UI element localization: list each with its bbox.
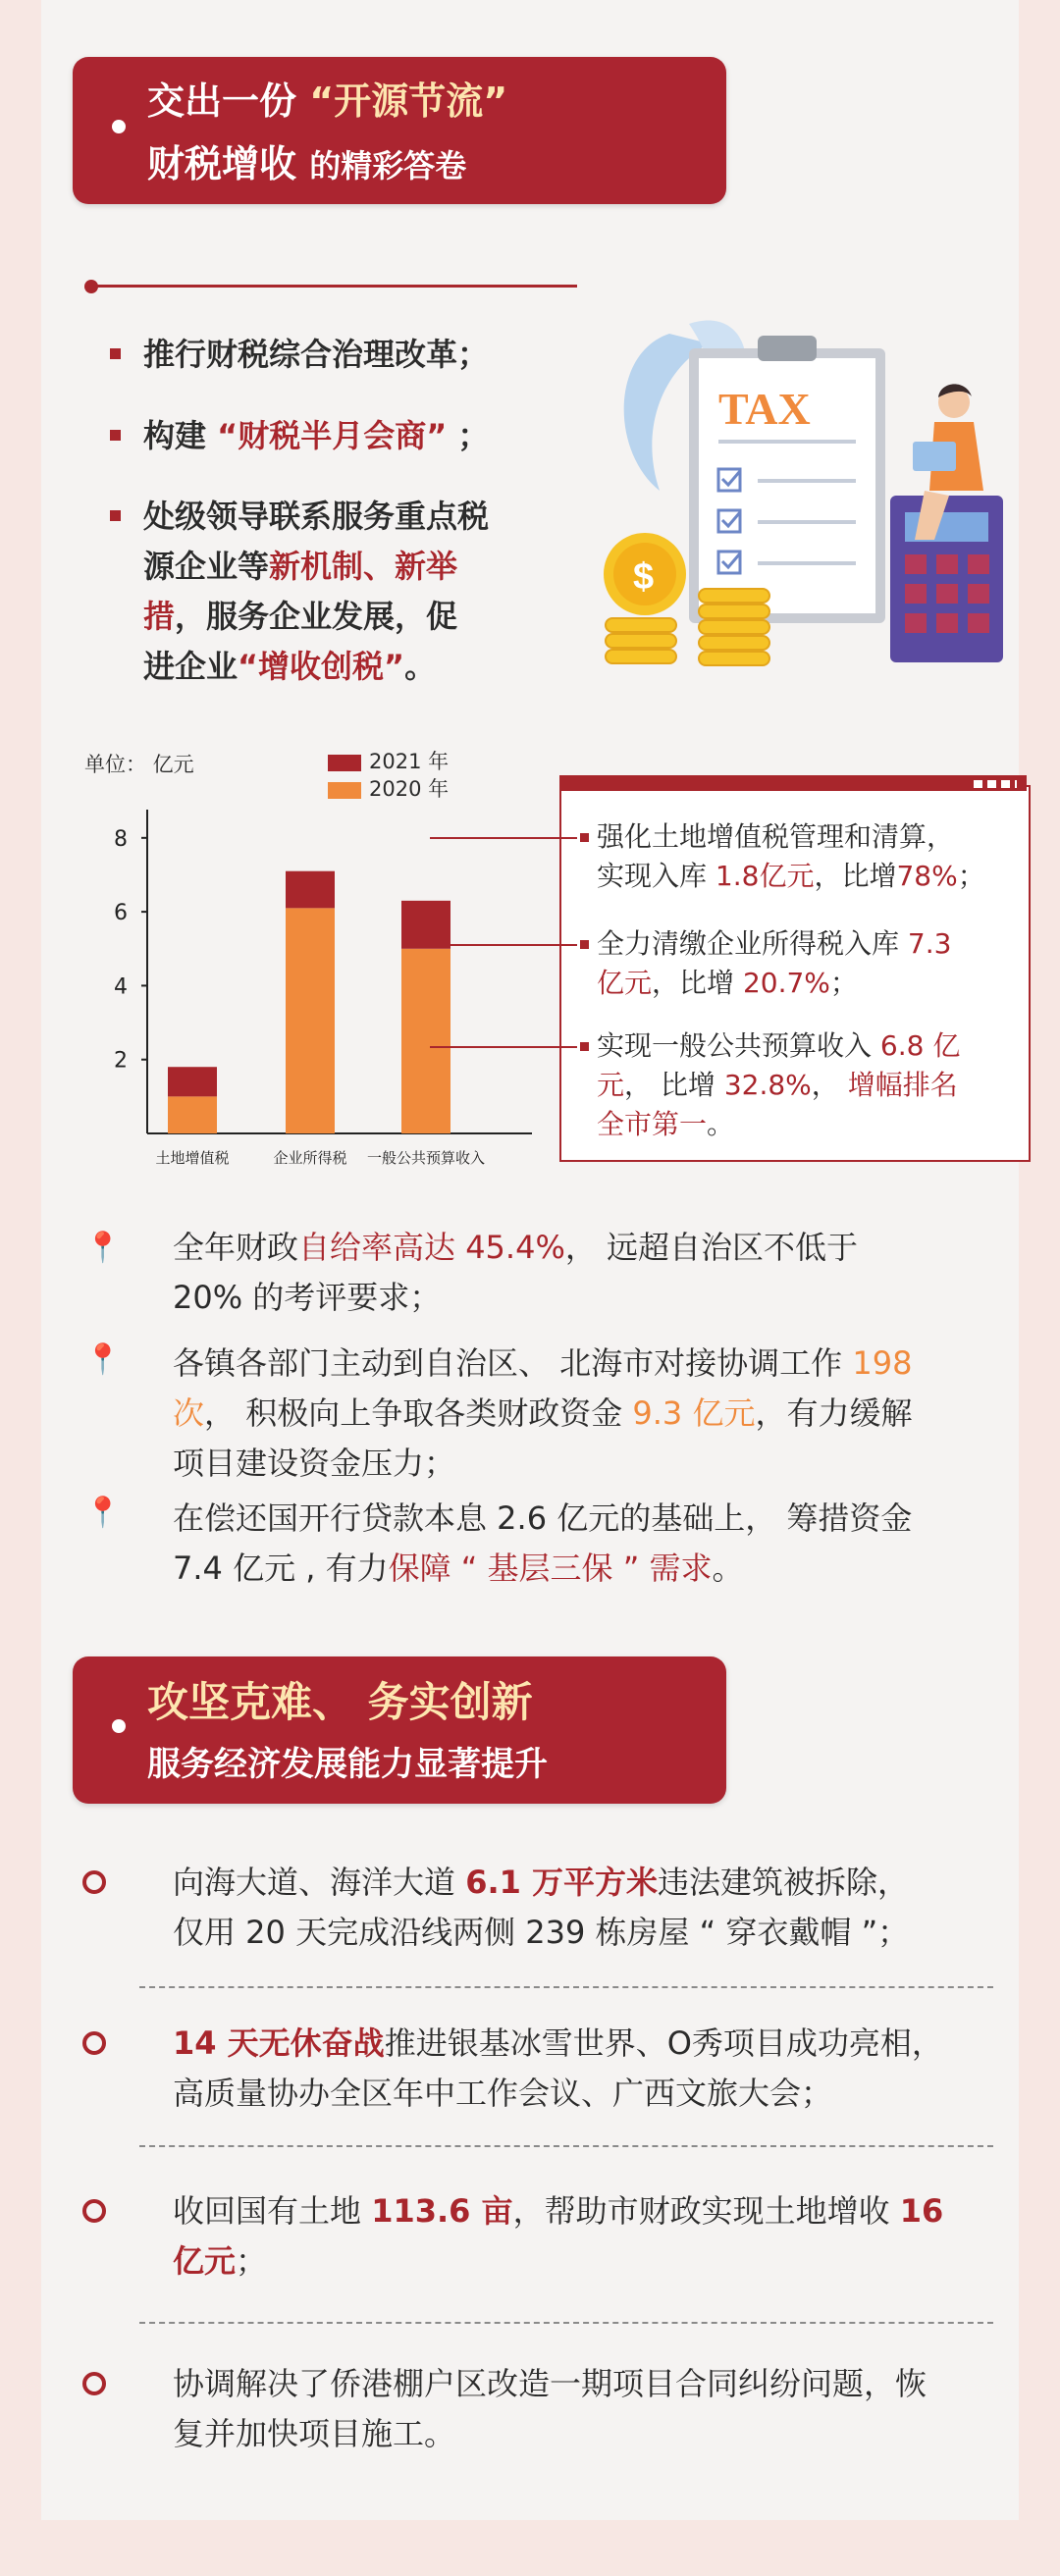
bar-2020-1 [286,908,335,1133]
y-tick-label: 6 [114,901,128,926]
connector-line [430,837,577,839]
x-tick-label: 一般公共预算收入 [366,1149,486,1167]
line [597,1066,1019,1105]
bar-chart [71,790,542,1178]
section2-banner [73,1656,726,1804]
line [173,1339,1036,1389]
x-tick-label: 土地增值税 [155,1149,230,1167]
line [173,2019,1036,2069]
text: ，服务企业发展，促 [175,598,458,635]
text: ， 积极向上争取各类财政资金 [204,1394,623,1432]
highlight: 16 [899,2192,944,2230]
highlight: 增幅排名 [847,1069,958,1101]
banner-title-line1 [147,71,507,125]
line: 复并加快项目施工。 [173,2415,456,2452]
dashed-divider [139,2322,993,2324]
x-tick-label: 企业所得税 [273,1149,347,1167]
line [173,2186,1036,2236]
highlight: 113.6 亩 [371,2192,513,2230]
info-item-1 [597,817,1019,896]
line [173,2236,1036,2287]
line [173,1858,1036,1908]
value: 20.7% [742,967,830,999]
bullet-2-end: ； [457,417,490,454]
text: ，帮助市财政实现土地增收 [512,2192,890,2230]
section1-banner [73,57,726,204]
bullet-2-highlight: “财税半月会商” [217,417,448,454]
legend-label: 2020 年 [369,777,450,801]
highlight: 自给率高达 45.4% [298,1229,565,1266]
text: 向海大道、海洋大道 [173,1864,456,1901]
line [597,964,1019,1003]
y-tick-label: 2 [114,1048,128,1074]
text: 。 [712,1550,744,1587]
bullet-2-text: 构建 [143,417,207,454]
bar-2021-0 [168,1067,217,1096]
mid-item-3 [173,1494,1036,1594]
mid-item-2 [173,1339,1036,1489]
divider [86,285,577,288]
line [597,924,1019,964]
tax-label: TAX [718,384,811,434]
line [597,1105,1019,1144]
value: 元 [597,1069,625,1101]
banner-title-line2: 服务经济发展能力显著提升 [147,1745,548,1784]
circle-bullet [82,1870,106,1894]
bullet-square [110,510,121,521]
dashed-divider [139,2145,993,2147]
highlight: 亿元 [173,2242,237,2280]
text: ，比增 [652,967,735,999]
text: ， 远超自治区不低于 [564,1229,859,1266]
text: 收回国有土地 [173,2192,362,2230]
circle-bullet [82,2199,106,2223]
highlight: 新机制、新举 [269,548,458,585]
y-tick-label: 4 [114,974,128,1000]
text: 实现一般公共预算收入 [597,1029,873,1062]
bullet-3-line1: 处级领导联系服务重点税 [143,498,490,535]
highlight: 6.1 万平方米 [465,1864,659,1901]
connector-line [430,944,577,946]
text: ； [236,2242,268,2280]
legend-label: 2021 年 [369,750,450,773]
text: ； [829,967,858,999]
page [41,0,1019,2520]
bullet-1 [143,330,489,380]
title-text: 交出一份 [147,79,297,123]
chart-unit-label: 单位： 亿元 [84,753,194,776]
legend-swatch [328,755,361,771]
line: 强化土地增值税管理和清算， [597,820,955,853]
info-item-2 [597,924,1019,1003]
title-small: 的精彩答卷 [309,147,467,184]
tax-illustration [601,294,1013,677]
info-item-3 [597,1026,1019,1144]
line: 20% 的考评要求； [173,1279,442,1316]
text: 。 [404,648,437,685]
bullet-1-text: 推行财税综合治理改革； [143,336,490,373]
banner-dot [112,120,126,133]
value: 亿元 [597,967,653,999]
line [173,1223,1036,1273]
text: ， [811,1069,839,1101]
highlight: 保障 “ 基层三保 ” 需求 [388,1550,713,1587]
text: ； [957,860,985,892]
value: 6.8 亿 [879,1029,961,1062]
highlight: 全市第一 [597,1108,708,1140]
pin-icon: 📍 [84,1496,122,1530]
highlight: “增收创税” [238,648,405,685]
line [173,1544,1036,1594]
text: ，有力缓解 [755,1394,913,1432]
svg-text:$: $ [633,556,655,598]
value: 1.8亿元 [715,860,815,892]
value: 198 [852,1344,913,1382]
pin-icon: 📍 [84,1231,122,1265]
bar-2021-1 [286,871,335,909]
bullet-2 [143,411,489,461]
title-quote: “开源节流” [309,79,508,123]
bullet-square [580,940,589,949]
banner-dot [112,1719,126,1733]
banner-title-line1: 攻坚克难、 务实创新 [147,1678,533,1726]
line [597,857,1019,896]
dashed-divider [139,1986,993,1988]
bar-2021-2 [401,901,450,949]
value: 9.3 亿元 [632,1394,756,1432]
laptop-icon [913,442,956,471]
text: 实现入库 [597,860,708,892]
section2-item-1 [173,1858,1036,1958]
bullet-3-line4 [143,642,595,692]
line: 项目建设资金压力； [173,1445,456,1482]
circle-bullet [82,2372,106,2395]
line: 协调解决了侨港棚户区改造一期项目合同纠纷问题，恢 [173,2365,928,2402]
text: 各镇各部门主动到自治区、 北海市对接协调工作 [173,1344,843,1382]
bullet-square [580,833,589,842]
banner-title-line2 [147,133,466,187]
title-big: 财税增收 [147,142,297,185]
divider-dot [84,280,98,293]
info-box-header [559,775,1027,791]
line [173,1389,1036,1439]
text: 进企业 [143,648,238,685]
mid-item-1 [173,1223,1036,1323]
text: ，比增 [814,860,897,892]
info-header-dots [974,780,1017,788]
bar-2020-2 [401,949,450,1133]
section2-item-3 [173,2186,1036,2287]
connector-line [430,1046,577,1048]
bullet-3-line2 [143,542,595,592]
bullet-square [580,1042,589,1051]
text: 违法建筑被拆除， [658,1864,910,1901]
bullet-square [110,430,121,441]
value: 32.8% [723,1069,812,1101]
pin-icon: 📍 [84,1342,122,1377]
highlight: 措 [143,598,176,635]
circle-bullet [82,2031,106,2055]
value: 7.3 [907,927,952,960]
line: 在偿还国开行贷款本息 2.6 亿元的基础上， 筹措资金 [173,1499,913,1537]
line [597,1026,1019,1066]
legend-item-2021 [328,748,449,775]
bullet-3-line3 [143,592,595,642]
text: 源企业等 [143,548,270,585]
line: 仅用 20 天完成沿线两侧 239 栋房屋 “ 穿衣戴帽 ”； [173,1914,910,1951]
value: 次 [173,1394,205,1432]
highlight: 14 天无休奋战 [173,2024,385,2062]
text: 。 [707,1108,735,1140]
text: 推进银基冰雪世界、O秀项目成功亮相， [384,2024,943,2062]
value: 78% [896,860,958,892]
bullet-square [110,348,121,359]
bullet-3 [143,492,595,692]
bar-2020-0 [168,1096,217,1133]
text: ， 比增 [624,1069,716,1101]
section2-item-4 [173,2359,1036,2459]
text: 全年财政 [173,1229,299,1266]
text: 全力清缴企业所得税入库 [597,927,900,960]
y-tick-label: 8 [114,826,128,852]
section2-item-2 [173,2019,1036,2119]
line: 高质量协办全区年中工作会议、广西文旅大会； [173,2075,833,2112]
text: 7.4 亿元 , 有力 [173,1550,389,1587]
